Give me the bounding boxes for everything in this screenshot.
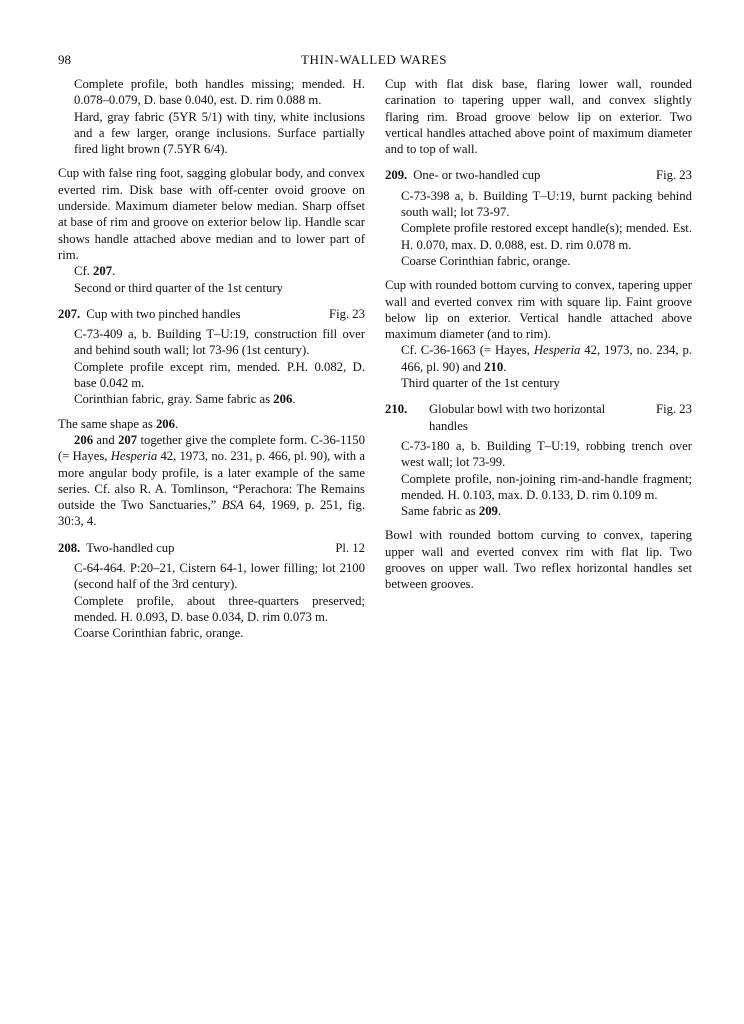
shape-number: 206 bbox=[155, 416, 175, 431]
fabric-suffix: . bbox=[292, 392, 296, 407]
left-column bbox=[58, 76, 365, 642]
fabric-suffix: . bbox=[497, 504, 502, 519]
cf-text-2: 42, 1973, no. 234, p. 466, pl. 90) and bbox=[401, 343, 693, 374]
shape-suffix: . bbox=[174, 416, 179, 431]
entry-210-inventory: C-73-180 a, b. Building T–U:19, robbing trench over west wall; lot 73-99. bbox=[401, 438, 692, 470]
entry-208-description: Complete profile, about three-quarters preserved; mended. H. 0.093, D. base 0.034, D. rim 0.073 m. bbox=[74, 593, 365, 624]
entry-208-fabric: Coarse Corinthian fabric, orange. bbox=[74, 626, 244, 641]
entry-210-description: Complete profile, non-joining rim-and-handle fragment; mended. H. 0.103, max. D. 0.133, D. rim 0.109 m. bbox=[401, 471, 692, 502]
figure-reference: Fig. 23 bbox=[656, 402, 692, 417]
entry-title: One- or two-handled cup bbox=[413, 168, 541, 183]
entry-207-inventory: C-73-409 a, b. Building T–U:19, construction fill over and behind south wall; lot 73-96 (1st century). bbox=[74, 327, 365, 358]
entry-206-date: Second or third quarter of the 1st century bbox=[74, 280, 283, 295]
discussion-journal: Hesperia bbox=[110, 449, 158, 464]
entry-209-body: Cup with rounded bottom curving to convex, tapering upper wall and everted convex rim with square lip. Faint groove below lip on exterior. Vertical handle attached above maximum diameter (and to rim). bbox=[385, 278, 692, 342]
fabric-number: 209 bbox=[478, 504, 498, 519]
entry-title: Two-handled cup bbox=[86, 540, 175, 555]
entry-206-cf bbox=[58, 263, 365, 279]
entry-207-discussion bbox=[58, 432, 365, 530]
entry-209-heading bbox=[385, 167, 692, 183]
entry-210-fabric bbox=[385, 503, 692, 519]
discussion-text-1: together give the complete form. C-36-1150 (= Hayes, bbox=[58, 432, 365, 464]
discussion-number-2: 207 bbox=[118, 432, 138, 447]
discussion-number-1: 206 bbox=[74, 432, 94, 447]
cf-number: 210 bbox=[484, 359, 504, 374]
entry-number: 209. bbox=[385, 168, 408, 183]
entry-number: 207. bbox=[58, 306, 81, 321]
entry-208-inventory: C-64-464. P:20–21, Cistern 64-1, lower filling; lot 2100 (second half of the 3rd century). bbox=[74, 561, 365, 592]
cf-journal: Hesperia bbox=[533, 343, 581, 358]
figure-reference: Fig. 23 bbox=[329, 306, 365, 321]
entry-207-heading bbox=[58, 306, 365, 322]
discussion-journal-2: BSA bbox=[221, 498, 244, 513]
fabric-number: 206 bbox=[273, 392, 293, 407]
discussion-and: and bbox=[93, 432, 119, 447]
discussion-text-2: 42, 1973, no. 231, p. 466, pl. 90), with a more angular body profile, is a later example of the same series. Cf. also R. A. Tomlinson, “Perachora: The Remains outside the Two Sanctuaries,” bbox=[58, 449, 365, 513]
figure-reference: Fig. 23 bbox=[656, 168, 692, 183]
discussion-text-3: 64, 1969, p. 251, fig. 30:3, 4. bbox=[58, 498, 365, 529]
cf-prefix: Cf. bbox=[74, 264, 94, 279]
cf-suffix: . bbox=[112, 264, 116, 279]
fabric-prefix: Same fabric as bbox=[401, 504, 479, 519]
entry-209-description: Complete profile restored except handle(s); mended. Est. H. 0.070, max. D. 0.088, est. D. rim 0.078 m. bbox=[401, 221, 692, 252]
page-number: 98 bbox=[58, 52, 71, 67]
entry-206-fabric: Hard, gray fabric (5YR 5/1) with tiny, white inclusions and a few larger, orange inclusions. Surface partially fired light brown (7.5YR 6/4). bbox=[74, 109, 365, 157]
entry-207-shape bbox=[58, 416, 365, 432]
entry-208-heading bbox=[58, 540, 365, 556]
entry-title: Globular bowl with two horizontal handles bbox=[429, 402, 606, 433]
entry-206-description: Complete profile, both handles missing; mended. H. 0.078–0.079, D. base 0.040, est. D. rim 0.088 m. bbox=[74, 77, 365, 108]
entry-209-fabric: Coarse Corinthian fabric, orange. bbox=[401, 253, 571, 268]
entry-number: 210. bbox=[385, 402, 408, 417]
entry-title: Cup with two pinched handles bbox=[86, 306, 241, 321]
entry-210-body: Bowl with rounded bottom curving to convex, tapering upper wall and everted convex rim with flat lip. Two grooves on upper wall. Two reflex horizontal handles set between grooves. bbox=[385, 528, 692, 592]
cf-suffix: . bbox=[503, 359, 507, 374]
plate-reference: Pl. 12 bbox=[335, 540, 365, 555]
entry-209-cf bbox=[385, 342, 692, 375]
entry-207-fabric bbox=[58, 391, 365, 407]
running-head bbox=[58, 52, 690, 70]
running-title: THIN-WALLED WARES bbox=[300, 52, 448, 67]
cf-text-1: Cf. C-36-1663 (= Hayes, bbox=[401, 343, 534, 358]
entry-209-inventory: C-73-398 a, b. Building T–U:19, burnt packing behind south wall; lot 73-97. bbox=[401, 188, 692, 220]
fabric-prefix: Corinthian fabric, gray. Same fabric as bbox=[74, 392, 274, 407]
cf-number: 207 bbox=[93, 264, 113, 279]
entry-207-description: Complete profile except rim, mended. P.H. 0.082, D. base 0.042 m. bbox=[74, 359, 365, 391]
entry-206-body: Cup with false ring foot, sagging globular body, and convex everted rim. Disk base with off-center ovoid groove on underside. Maximum diameter below median. Sharp offset at base of rim and groove on exterior below lip. Handle scar shows handle attached above median and to lower part of rim. bbox=[58, 166, 365, 262]
entry-209-date: Third quarter of the 1st century bbox=[401, 376, 560, 391]
right-column bbox=[385, 76, 692, 593]
entry-208-body: Cup with flat disk base, flaring lower wall, rounded carination to tapering upper wall, and convex slightly flaring rim. Broad groove below lip on exterior. Two vertical handles attached above point of maximum diameter and to top of wall. bbox=[385, 77, 692, 157]
entry-number: 208. bbox=[58, 540, 81, 555]
shape-prefix: The same shape as bbox=[58, 416, 156, 431]
entry-210-heading bbox=[385, 401, 692, 434]
